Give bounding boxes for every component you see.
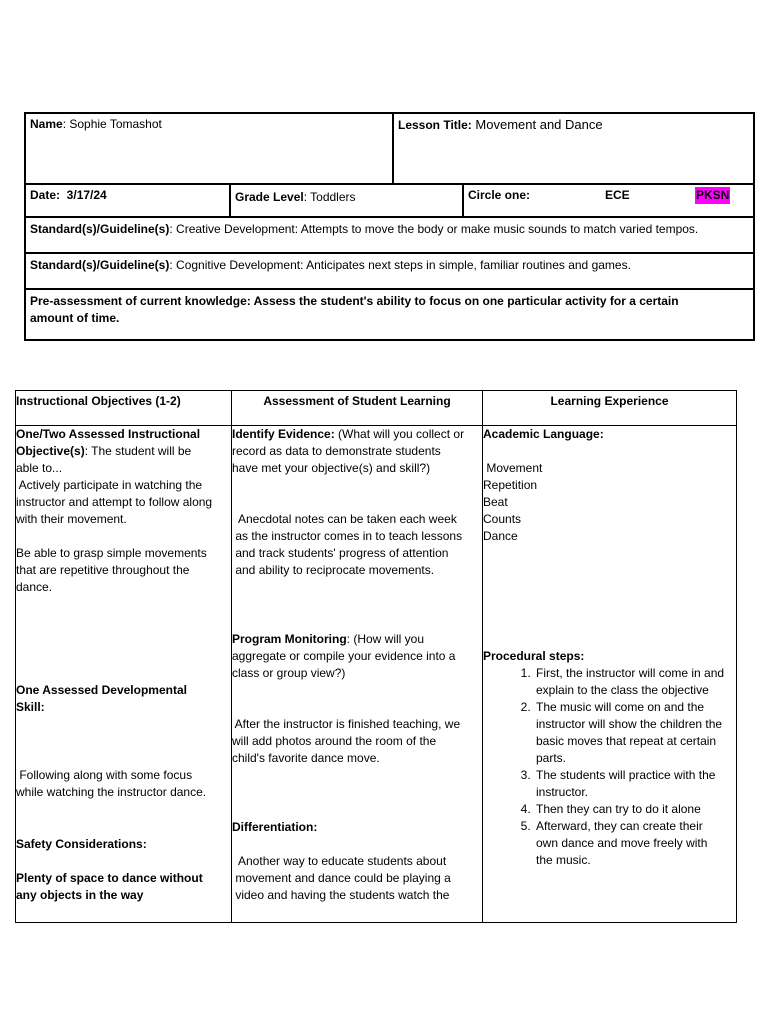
learning-header: Learning Experience [483, 391, 736, 426]
academic-language-block [483, 426, 736, 545]
after-line-1: After the instructor is finished teaching, we [232, 717, 461, 731]
date-cell [26, 185, 229, 216]
standard-2-label: Standard(s)/Guideline(s) [30, 258, 170, 272]
after-line-2: will add photos around the room of the [232, 734, 437, 748]
procedural-step [534, 699, 736, 767]
date-grade-row [26, 185, 753, 218]
learning-column [482, 391, 736, 922]
standard-1-value: : Creative Development: Attempts to move the body or make music sounds to match varied tempos. [169, 222, 699, 236]
monitoring-text-line-3: class or group view?) [232, 666, 346, 680]
assessment-column [231, 391, 482, 922]
circle-one-cell [462, 185, 753, 216]
developmental-skill-block [16, 682, 231, 716]
standard-1-label: Standard(s)/Guideline(s) [30, 222, 170, 236]
objectives-column [16, 391, 231, 922]
monitoring-block [232, 631, 482, 682]
standard-1-cell [26, 218, 753, 252]
name-title-row [26, 114, 753, 185]
preassessment-line-1: Pre-assessment of current knowledge: Assess the student's ability to focus on one particular activity for a certain [30, 294, 679, 308]
procedural-label: Procedural steps: [483, 649, 585, 663]
step-line: own dance and move freely with [536, 836, 708, 850]
standard-2-value: : Cognitive Development: Anticipates next steps in simple, familiar routines and games. [169, 258, 631, 272]
grade-level-label: Grade Level [235, 190, 304, 204]
objective-1-line-2: instructor and attempt to follow along [16, 495, 213, 509]
anecdotal-line-1: Anecdotal notes can be taken each week [232, 512, 457, 526]
option-pksn: PKSN [696, 188, 730, 202]
dev-text-line-1: Following along with some focus [16, 768, 193, 782]
step-line: instructor. [536, 785, 589, 799]
after-line-3: child's favorite dance move. [232, 751, 380, 765]
procedural-step [534, 767, 736, 801]
lesson-plan-table [15, 390, 737, 923]
dev-text-line-2: while watching the instructor dance. [16, 785, 207, 799]
lesson-title-cell [392, 114, 753, 183]
procedural-step [534, 665, 736, 699]
assessed-label-line-2: Objective(s) [16, 444, 85, 458]
date-label: Date: [30, 188, 61, 202]
option-ece: ECE [605, 188, 630, 202]
monitoring-label: Program Monitoring [232, 632, 347, 646]
objective-2-line-2: that are repetitive throughout the [16, 563, 190, 577]
safety-text-line-1: Plenty of space to dance without [16, 871, 203, 885]
anecdotal-block [232, 511, 482, 579]
vocab-item: Movement [483, 461, 543, 475]
step-line: parts. [536, 751, 567, 765]
evidence-text-line-3: have met your objective(s) and skill?) [232, 461, 431, 475]
step-line: Afterward, they can create their [536, 819, 703, 833]
step-line: The music will come on and the [536, 700, 705, 714]
objectives-header: Instructional Objectives (1-2) [16, 391, 231, 426]
objective-2-block [16, 545, 231, 596]
differentiation-label: Differentiation: [232, 820, 318, 834]
assessed-text-line-3: able to... [16, 461, 63, 475]
safety-block [16, 836, 231, 904]
after-teaching-block [232, 716, 482, 767]
assessed-objectives-block [16, 426, 231, 528]
anecdotal-line-3: and track students' progress of attention [232, 546, 449, 560]
standard-2-cell [26, 254, 753, 288]
objective-1-line-1: Actively participate in watching the [16, 478, 203, 492]
evidence-text-line-2: record as data to demonstrate students [232, 444, 441, 458]
differentiation-block [232, 819, 482, 904]
preassessment-row [26, 290, 753, 339]
vocab-item: Repetition [483, 478, 538, 492]
name-cell [26, 114, 392, 183]
dev-label-line-1: One Assessed Developmental [16, 683, 187, 697]
step-line: basic moves that repeat at certain [536, 734, 717, 748]
safety-label: Safety Considerations: [16, 837, 147, 851]
assessment-header: Assessment of Student Learning [232, 391, 482, 426]
differentiation-line-2: movement and dance could be playing a [232, 871, 451, 885]
preassessment-cell [26, 290, 753, 339]
evidence-block [232, 426, 482, 477]
differentiation-line-3: video and having the students watch the [232, 888, 450, 902]
vocab-item: Beat [483, 495, 508, 509]
lesson-info-table [24, 112, 755, 341]
vocab-item: Dance [483, 529, 518, 543]
standard-row-2 [26, 254, 753, 290]
step-line: instructor will show the children the [536, 717, 723, 731]
anecdotal-line-2: as the instructor comes in to teach lessons [232, 529, 463, 543]
academic-language-label: Academic Language: [483, 427, 604, 441]
procedural-step [534, 801, 736, 818]
lesson-title-value: Movement and Dance [471, 117, 603, 132]
safety-text-line-2: any objects in the way [16, 888, 144, 902]
date-value: 3/17/24 [60, 188, 107, 202]
procedural-step [534, 818, 736, 869]
assessed-text-line-2: : The student will be [84, 444, 192, 458]
evidence-label: Identify Evidence: [232, 427, 335, 441]
preassessment-line-2: amount of time. [30, 311, 120, 325]
step-line: The students will practice with the [536, 768, 716, 782]
step-line: the music. [536, 853, 591, 867]
name-value: : Sophie Tomashot [62, 117, 162, 131]
procedural-steps-block [483, 648, 736, 869]
name-label: Name [30, 117, 63, 131]
evidence-text-line-1: (What will you collect or [334, 427, 465, 441]
step-line: First, the instructor will come in and [536, 666, 725, 680]
developmental-text-block [16, 767, 231, 801]
lesson-title-label: Lesson Title: [398, 118, 472, 132]
objective-2-line-3: dance. [16, 580, 53, 594]
step-line: Then they can try to do it alone [536, 802, 701, 816]
circle-one-label: Circle one: [468, 188, 531, 202]
step-line: explain to the class the objective [536, 683, 709, 697]
standard-row-1 [26, 218, 753, 254]
differentiation-line-1: Another way to educate students about [232, 854, 447, 868]
assessed-label-line-1: One/Two Assessed Instructional [16, 427, 201, 441]
monitoring-text-line-2: aggregate or compile your evidence into a [232, 649, 456, 663]
procedural-steps-list [483, 665, 736, 869]
objective-2-line-1: Be able to grasp simple movements [16, 546, 207, 560]
vocab-item: Counts [483, 512, 522, 526]
dev-label-line-2: Skill: [16, 700, 45, 714]
monitoring-text-line-1: : (How will you [346, 632, 425, 646]
grade-level-cell [229, 185, 462, 216]
grade-level-value: : Toddlers [303, 190, 356, 204]
anecdotal-line-4: and ability to reciprocate movements. [232, 563, 435, 577]
objective-1-line-3: with their movement. [16, 512, 127, 526]
